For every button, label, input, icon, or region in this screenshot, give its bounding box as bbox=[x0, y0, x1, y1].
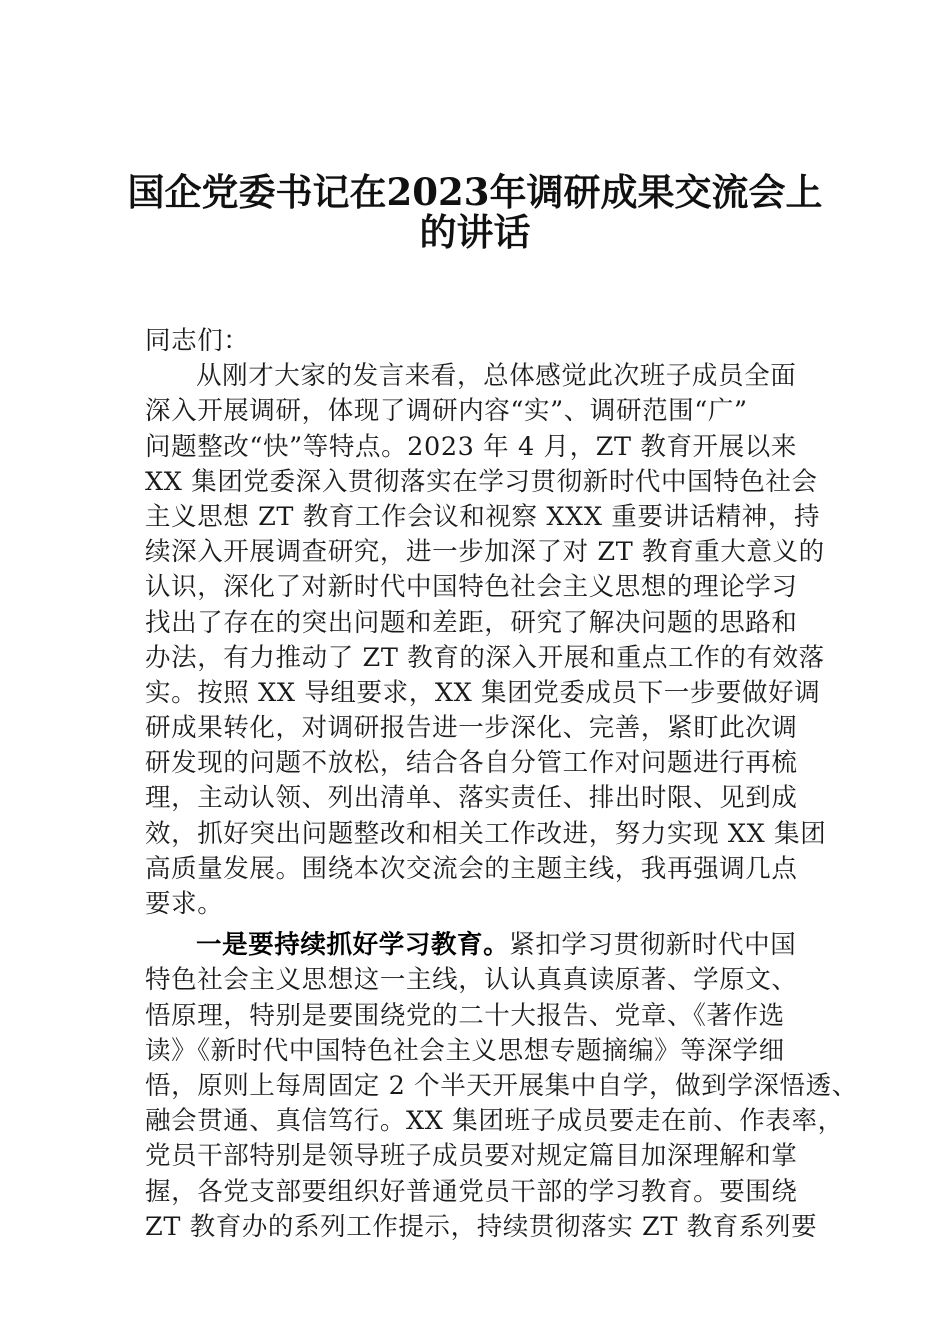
paragraph-line: 主义思想 ZT 教育工作会议和视察 XXX 重要讲话精神，持 bbox=[145, 501, 821, 532]
paragraph-line: 实。按照 XX 导组要求，XX 集团党委成员下一步要做好调 bbox=[145, 677, 821, 708]
paragraph-line: 从刚才大家的发言来看，总体感觉此次班子成员全面 bbox=[196, 361, 797, 392]
paragraph-line: 研发现的问题不放松，结合各自分管工作对问题进行再梳 bbox=[145, 748, 798, 779]
salutation: 同志们： bbox=[145, 326, 250, 356]
paragraph-line: ZT 教育办的系列工作提示，持续贯彻落实 ZT 教育系列要 bbox=[145, 1211, 818, 1242]
paragraph-line: 办法，有力推动了 ZT 教育的深入开展和重点工作的有效落 bbox=[145, 642, 825, 673]
document-body bbox=[145, 324, 858, 1245]
paragraph-line: 党员干部特别是领导班子成员要对规定篇目加深理解和掌 bbox=[145, 1141, 798, 1172]
paragraph-line: 效，抓好突出问题整改和相关工作改进，努力实现 XX 集团 bbox=[145, 818, 827, 849]
document-title-line-1: 国企党委书记在2023年调研成果交流会上 bbox=[127, 170, 823, 214]
paragraph-line: 找出了存在的突出问题和差距，研究了解决问题的思路和 bbox=[145, 607, 798, 638]
paragraph-line: 读》《新时代中国特色社会主义思想专题摘编》等深学细 bbox=[145, 1035, 785, 1066]
paragraph-line: 研成果转化，对调研报告进一步深化、完善，紧盯此次调 bbox=[145, 713, 798, 744]
paragraph-2 bbox=[145, 928, 858, 1245]
paragraph-line: 认识，深化了对新时代中国特色社会主义思想的理论学习 bbox=[145, 572, 798, 603]
paragraph-1 bbox=[145, 359, 825, 922]
paragraph-line: 续深入开展调查研究，进一步加深了对 ZT 教育重大意义的 bbox=[145, 537, 825, 568]
paragraph-line: XX 集团党委深入贯彻落实在学习贯彻新时代中国特色社会 bbox=[145, 466, 818, 497]
paragraph-line: 融会贯通、真信笃行。XX 集团班子成员要走在前、作表率， bbox=[145, 1106, 844, 1137]
paragraph-text: 紧扣学习贯彻新时代中国 bbox=[509, 930, 797, 961]
paragraph-line bbox=[145, 928, 825, 963]
paragraph-line: 高质量发展。围绕本次交流会的主题主线，我再强调几点 bbox=[145, 853, 798, 884]
paragraph-line: 理，主动认领、列出清单、落实责任、排出时限、见到成 bbox=[145, 783, 798, 814]
paragraph-line: 深入开展调研，体现了调研内容“实”、调研范围“广” bbox=[145, 396, 748, 427]
paragraph-line: 握，各党支部要组织好普通党员干部的学习教育。要围绕 bbox=[145, 1176, 798, 1207]
document-title-line-2: 的讲话 bbox=[419, 210, 531, 254]
paragraph-heading: 一是要持续抓好学习教育。 bbox=[196, 930, 510, 961]
paragraph-line: 悟，原则上每周固定 2 个半天开展集中自学，做到学深悟透、 bbox=[145, 1070, 858, 1101]
paragraph-line: 悟原理，特别是要围绕党的二十大报告、党章、《著作选 bbox=[145, 1000, 785, 1031]
paragraph-line: 要求。 bbox=[145, 889, 224, 919]
paragraph-line: 问题整改“快”等特点。2023 年 4 月，ZT 教育开展以来 bbox=[145, 431, 797, 462]
paragraph-line: 特色社会主义思想这一主线，认认真真读原著、学原文、 bbox=[145, 965, 798, 996]
